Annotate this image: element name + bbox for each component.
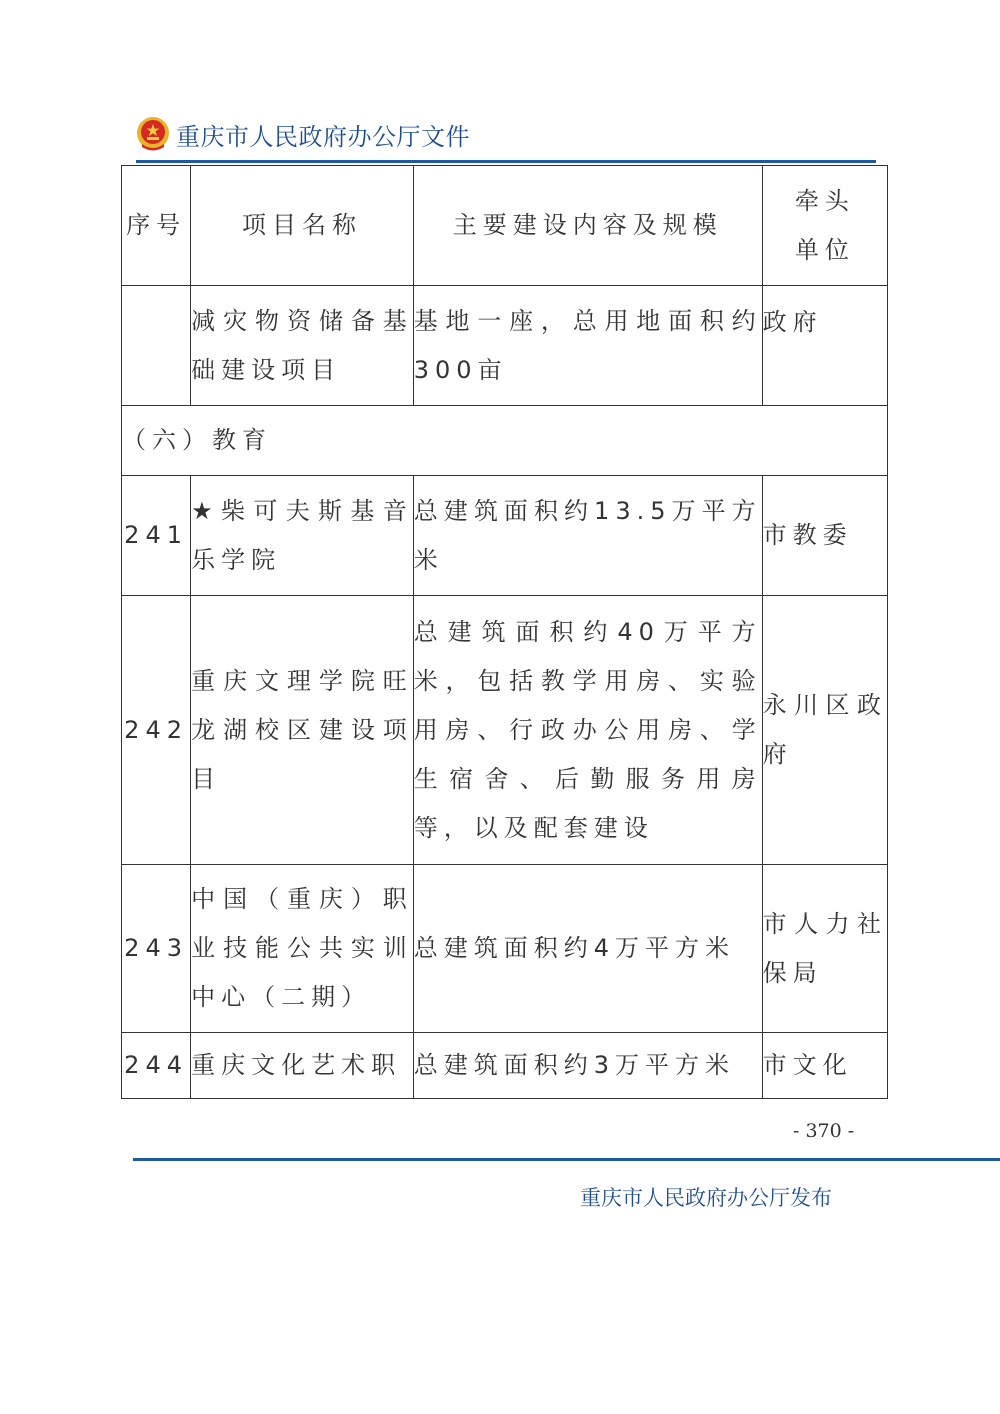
row-no [122, 286, 191, 406]
row-no: 244 [122, 1033, 191, 1099]
footer-divider [133, 1158, 1000, 1161]
table-row [122, 865, 888, 1033]
row-content: 总建筑面积约3万平方米 [413, 1033, 762, 1099]
row-name: 减灾物资储备基础建设项目 [191, 286, 414, 406]
row-lead: 市人力社保局 [762, 865, 887, 1033]
table-row [122, 476, 888, 596]
header-cell-name: 项目名称 [191, 166, 414, 286]
header-cell-no: 序号 [122, 166, 191, 286]
row-no: 242 [122, 596, 191, 865]
header-cell-lead: 牵头单位 [762, 166, 887, 286]
table-header-row [122, 166, 888, 286]
row-content: 基地一座，总用地面积约300亩 [413, 286, 762, 406]
row-lead: 政府 [762, 286, 887, 406]
row-content: 总建筑面积约4万平方米 [413, 865, 762, 1033]
row-lead: 市教委 [762, 476, 887, 596]
row-lead: 市文化 [762, 1033, 887, 1099]
section-heading: （六）教育 [122, 406, 888, 476]
document-header [136, 112, 470, 156]
publisher-footer: 重庆市人民政府办公厅发布 [580, 1186, 832, 1210]
projects-table [121, 165, 888, 1099]
section-row [122, 406, 888, 476]
row-content: 总建筑面积约40万平方米，包括教学用房、实验用房、行政办公用房、学生宿舍、后勤服务用房等，以及配套建设 [413, 596, 762, 865]
row-name: 重庆文理学院旺龙湖校区建设项目 [191, 596, 414, 865]
table-row [122, 286, 888, 406]
table-row [122, 596, 888, 865]
row-name: 重庆文化艺术职 [191, 1033, 414, 1099]
row-lead: 永川区政府 [762, 596, 887, 865]
row-no: 243 [122, 865, 191, 1033]
page-number: - 370 - [793, 1120, 855, 1142]
national-emblem-icon [136, 116, 170, 152]
header-divider [136, 160, 876, 163]
document-header-title: 重庆市人民政府办公厅文件 [176, 122, 470, 151]
table-row [122, 1033, 888, 1099]
row-no: 241 [122, 476, 191, 596]
row-content: 总建筑面积约13.5万平方米 [413, 476, 762, 596]
row-name: ★柴可夫斯基音乐学院 [191, 476, 414, 596]
row-name: 中国（重庆）职业技能公共实训中心（二期） [191, 865, 414, 1033]
header-cell-content: 主要建设内容及规模 [413, 166, 762, 286]
